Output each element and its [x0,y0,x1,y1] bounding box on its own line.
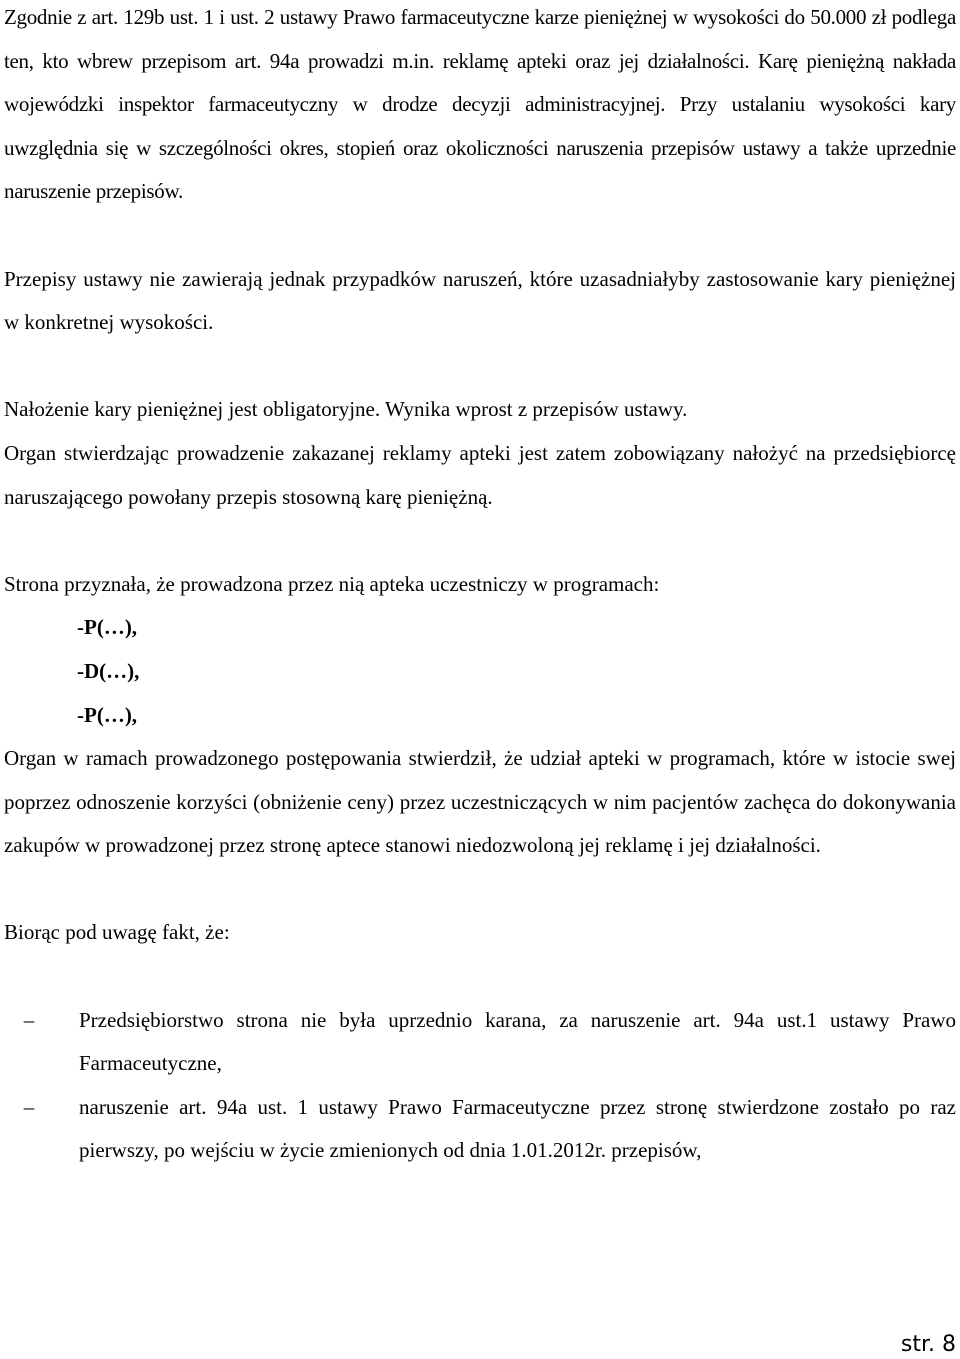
program-item: -P(…), [77,702,138,727]
dash-bullet: – [23,1007,35,1032]
paragraph-penalty-basis: Zgodnie z art. 129b ust. 1 i ust. 2 ustawy Prawo farmaceutyczne karze pieniężnej w wysokości do 50.000 zł podlega ten, kto wbrew przepisom art. 94a prowadzi m.in. reklamę apteki oraz jej działalności. Karę pieniężną nakłada wojewódzki inspektor farmaceutyczny w drodze decyzji administracyjnej. Przy ustalaniu wysokości kary uwzględnia się w szczególności okres, stopień oraz okoliczności naruszenia przepisów ustawy a także uprzednie naruszenie przepisów. [4,5,956,204]
program-item: -D(…), [77,658,140,683]
programs-list [4,606,956,737]
paragraph-organ-obliged: Organ stwierdzając prowadzenie zakazanej reklamy apteki jest zatem zobowiązany nałożyć na przedsiębiorcę naruszającego powołany przepis stosowną karę pieniężną. [4,440,956,509]
program-item: -P(…), [77,615,138,640]
paragraph-organ-finding: Organ w ramach prowadzonego postępowania stwierdził, że udział apteki w programach, które w istocie swej poprzez odnoszenie korzyści (obniżenie ceny) przez uczestniczących w nim pacjentów zachęca do dokonywania zakupów w prowadzonej przez stronę aptece stanowi niedozwoloną jej reklamę i jej działalności. [4,746,956,858]
paragraph-no-cases: Przepisy ustawy nie zawierają jednak przypadków naruszeń, które uzasadniałyby zastosowanie kary pieniężnej w konkretnej wysokości. [4,266,956,335]
list-item [4,1086,956,1173]
list-item-text: naruszenie art. 94a ust. 1 ustawy Prawo Farmaceutyczne przez stronę stwierdzone zostało po raz pierwszy, po wejściu w życie zmienionych od dnia 1.01.2012r. przepisów, [79,1094,956,1163]
list-item [4,999,956,1086]
paragraph-programs-intro: Strona przyznała, że prowadzona przez nią apteka uczestniczy w programach: [4,571,660,596]
list-item-text: Przedsiębiorstwo strona nie była uprzednio karana, za naruszenie art. 94a ust.1 ustawy Prawo Farmaceutyczne, [79,1007,956,1076]
paragraph-obligatory: Nałożenie kary pieniężnej jest obligatoryjne. Wynika wprost z przepisów ustawy. [4,397,688,422]
paragraph-considering: Biorąc pod uwagę fakt, że: [4,920,230,945]
considerations-list [4,999,956,1173]
page-number: str. 8 [900,1332,956,1357]
dash-bullet: – [23,1094,35,1119]
document-page [4,0,956,1173]
